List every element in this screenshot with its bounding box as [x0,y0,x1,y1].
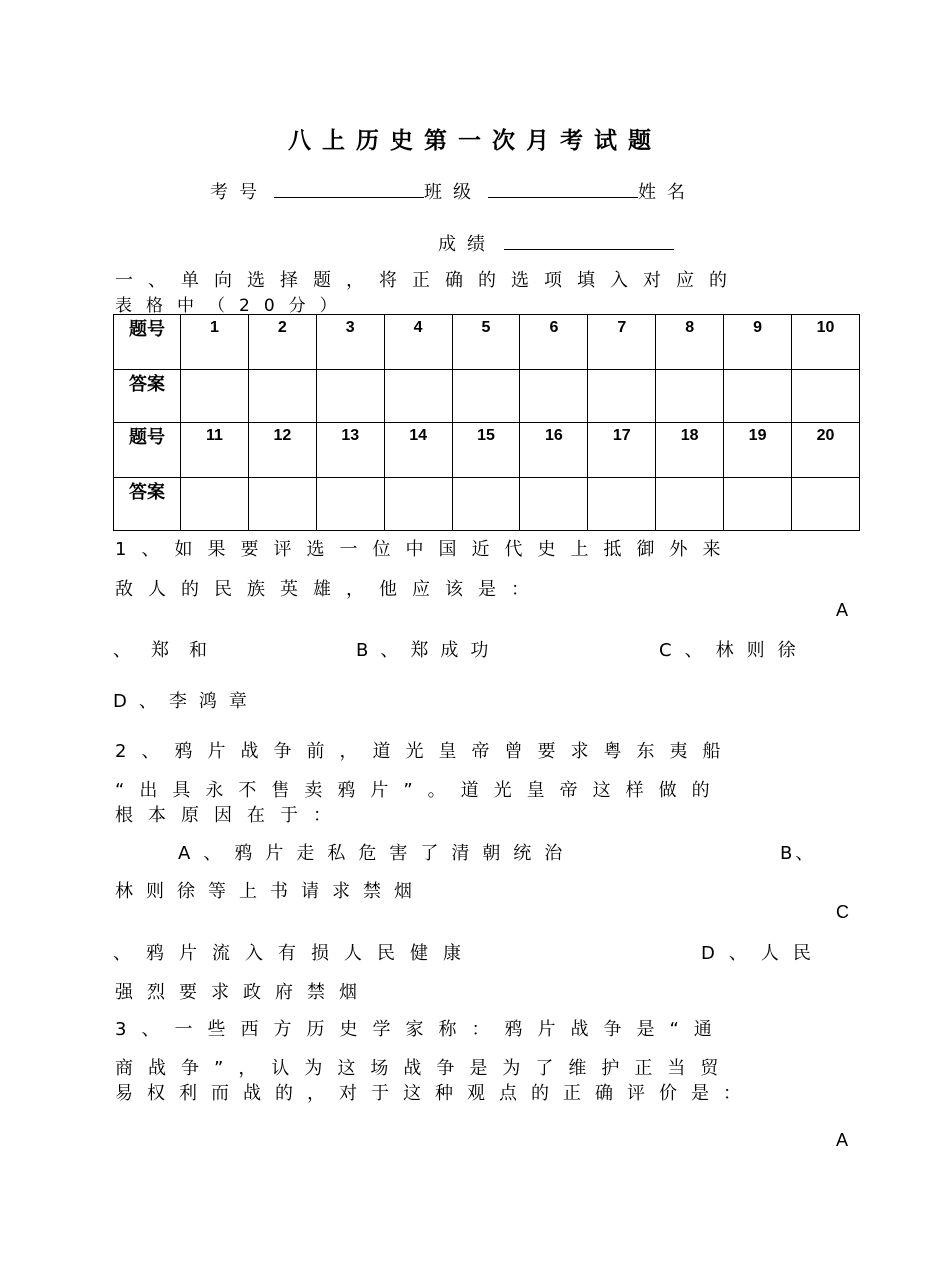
class-label: 班级 [424,182,482,203]
table-cell-q: 2 [248,315,316,370]
q2-option-c-letter: C [836,902,849,922]
table-a-label: 答案 [114,370,181,423]
answer-cell[interactable] [384,370,452,423]
q3-option-a-letter: A [836,1130,849,1150]
q1-line-2: 敌人的民族英雄，他应该是： [115,579,544,600]
q1-option-c[interactable]: C、林则徐 [659,640,809,661]
page-title: 八上历史第一次月考试题 [288,128,662,154]
table-row [114,370,860,423]
table-cell-q: 14 [384,423,452,478]
answer-cell[interactable] [792,370,860,423]
q2-line-3: 根本原因在于： [115,805,346,826]
q2-line-1: 2、鸦片战争前，道光皇帝曾要求粤东夷船 [115,741,736,762]
table-cell-q: 10 [792,315,860,370]
score-blank[interactable] [504,231,674,250]
table-cell-q: 20 [792,423,860,478]
answer-cell[interactable] [520,370,588,423]
answer-cell[interactable] [724,370,792,423]
q2-option-b[interactable]: 林则徐等上书请求禁烟 [115,881,425,902]
q1-option-a[interactable]: 、郑和 [113,640,227,661]
q1-option-d[interactable]: D、李鸿章 [113,691,259,712]
table-cell-q: 16 [520,423,588,478]
q2-option-d-text: 强烈要求政府禁烟 [115,982,371,1003]
header-line-2 [438,230,674,256]
section-heading-line2: 表格中（20分） [115,296,351,316]
answer-cell[interactable] [656,478,724,531]
table-a-label: 答案 [114,478,181,531]
table-cell-q: 11 [181,423,249,478]
table-cell-q: 7 [588,315,656,370]
answer-cell[interactable] [792,478,860,531]
table-cell-q: 17 [588,423,656,478]
table-cell-q: 6 [520,315,588,370]
section-heading: 一、单向选择题，将正确的选项填入对应的 [115,270,742,291]
answer-cell[interactable] [588,478,656,531]
name-label: 姓名 [638,182,696,203]
table-row [114,478,860,531]
q2-line-2: “出具永不售卖鸦片”。道光皇帝这样做的 [115,780,725,801]
q1-option-b[interactable]: B、郑成功 [356,640,501,661]
table-cell-q: 3 [316,315,384,370]
answer-cell[interactable] [452,370,520,423]
answer-cell[interactable] [656,370,724,423]
q2-option-a[interactable]: A、鸦片走私危害了清朝统治 [178,843,576,864]
q1-option-a-letter: A [836,600,849,620]
answer-cell[interactable] [316,478,384,531]
q3-line-3: 易权利而战的，对于这种观点的正确评价是： [115,1083,755,1104]
answer-cell[interactable] [452,478,520,531]
table-cell-q: 1 [181,315,249,370]
table-cell-q: 5 [452,315,520,370]
table-q-label: 题号 [114,315,181,370]
table-cell-q: 13 [316,423,384,478]
q3-line-1: 3、一些西方历史学家称：鸦片战争是“通 [115,1019,727,1040]
answer-cell[interactable] [248,478,316,531]
answer-cell[interactable] [316,370,384,423]
table-row [114,315,860,370]
q2-option-d[interactable]: D、人民 [701,943,825,964]
answer-cell[interactable] [384,478,452,531]
table-cell-q: 18 [656,423,724,478]
q2-option-c[interactable]: 、鸦片流入有损人民健康 [113,943,476,964]
table-cell-q: 4 [384,315,452,370]
answer-cell[interactable] [724,478,792,531]
exam-no-label: 考号 [210,182,268,203]
q2-option-b-letter: B、 [780,843,817,864]
answer-cell[interactable] [520,478,588,531]
table-cell-q: 9 [724,315,792,370]
answer-cell[interactable] [588,370,656,423]
q1-line-1: 1、如果要评选一位中国近代史上抵御外来 [115,539,736,560]
table-row [114,423,860,478]
answer-cell[interactable] [181,478,249,531]
table-q-label: 题号 [114,423,181,478]
header-line-1 [210,178,696,204]
table-cell-q: 19 [724,423,792,478]
answer-cell[interactable] [248,370,316,423]
exam-no-blank[interactable] [274,179,424,198]
class-blank[interactable] [488,179,638,198]
answer-cell[interactable] [181,370,249,423]
table-cell-q: 12 [248,423,316,478]
table-cell-q: 8 [656,315,724,370]
table-cell-q: 15 [452,423,520,478]
q3-line-2: 商战争”，认为这场战争是为了维护正当贸 [115,1058,734,1079]
answer-table [113,314,860,531]
score-label: 成绩 [438,234,496,255]
